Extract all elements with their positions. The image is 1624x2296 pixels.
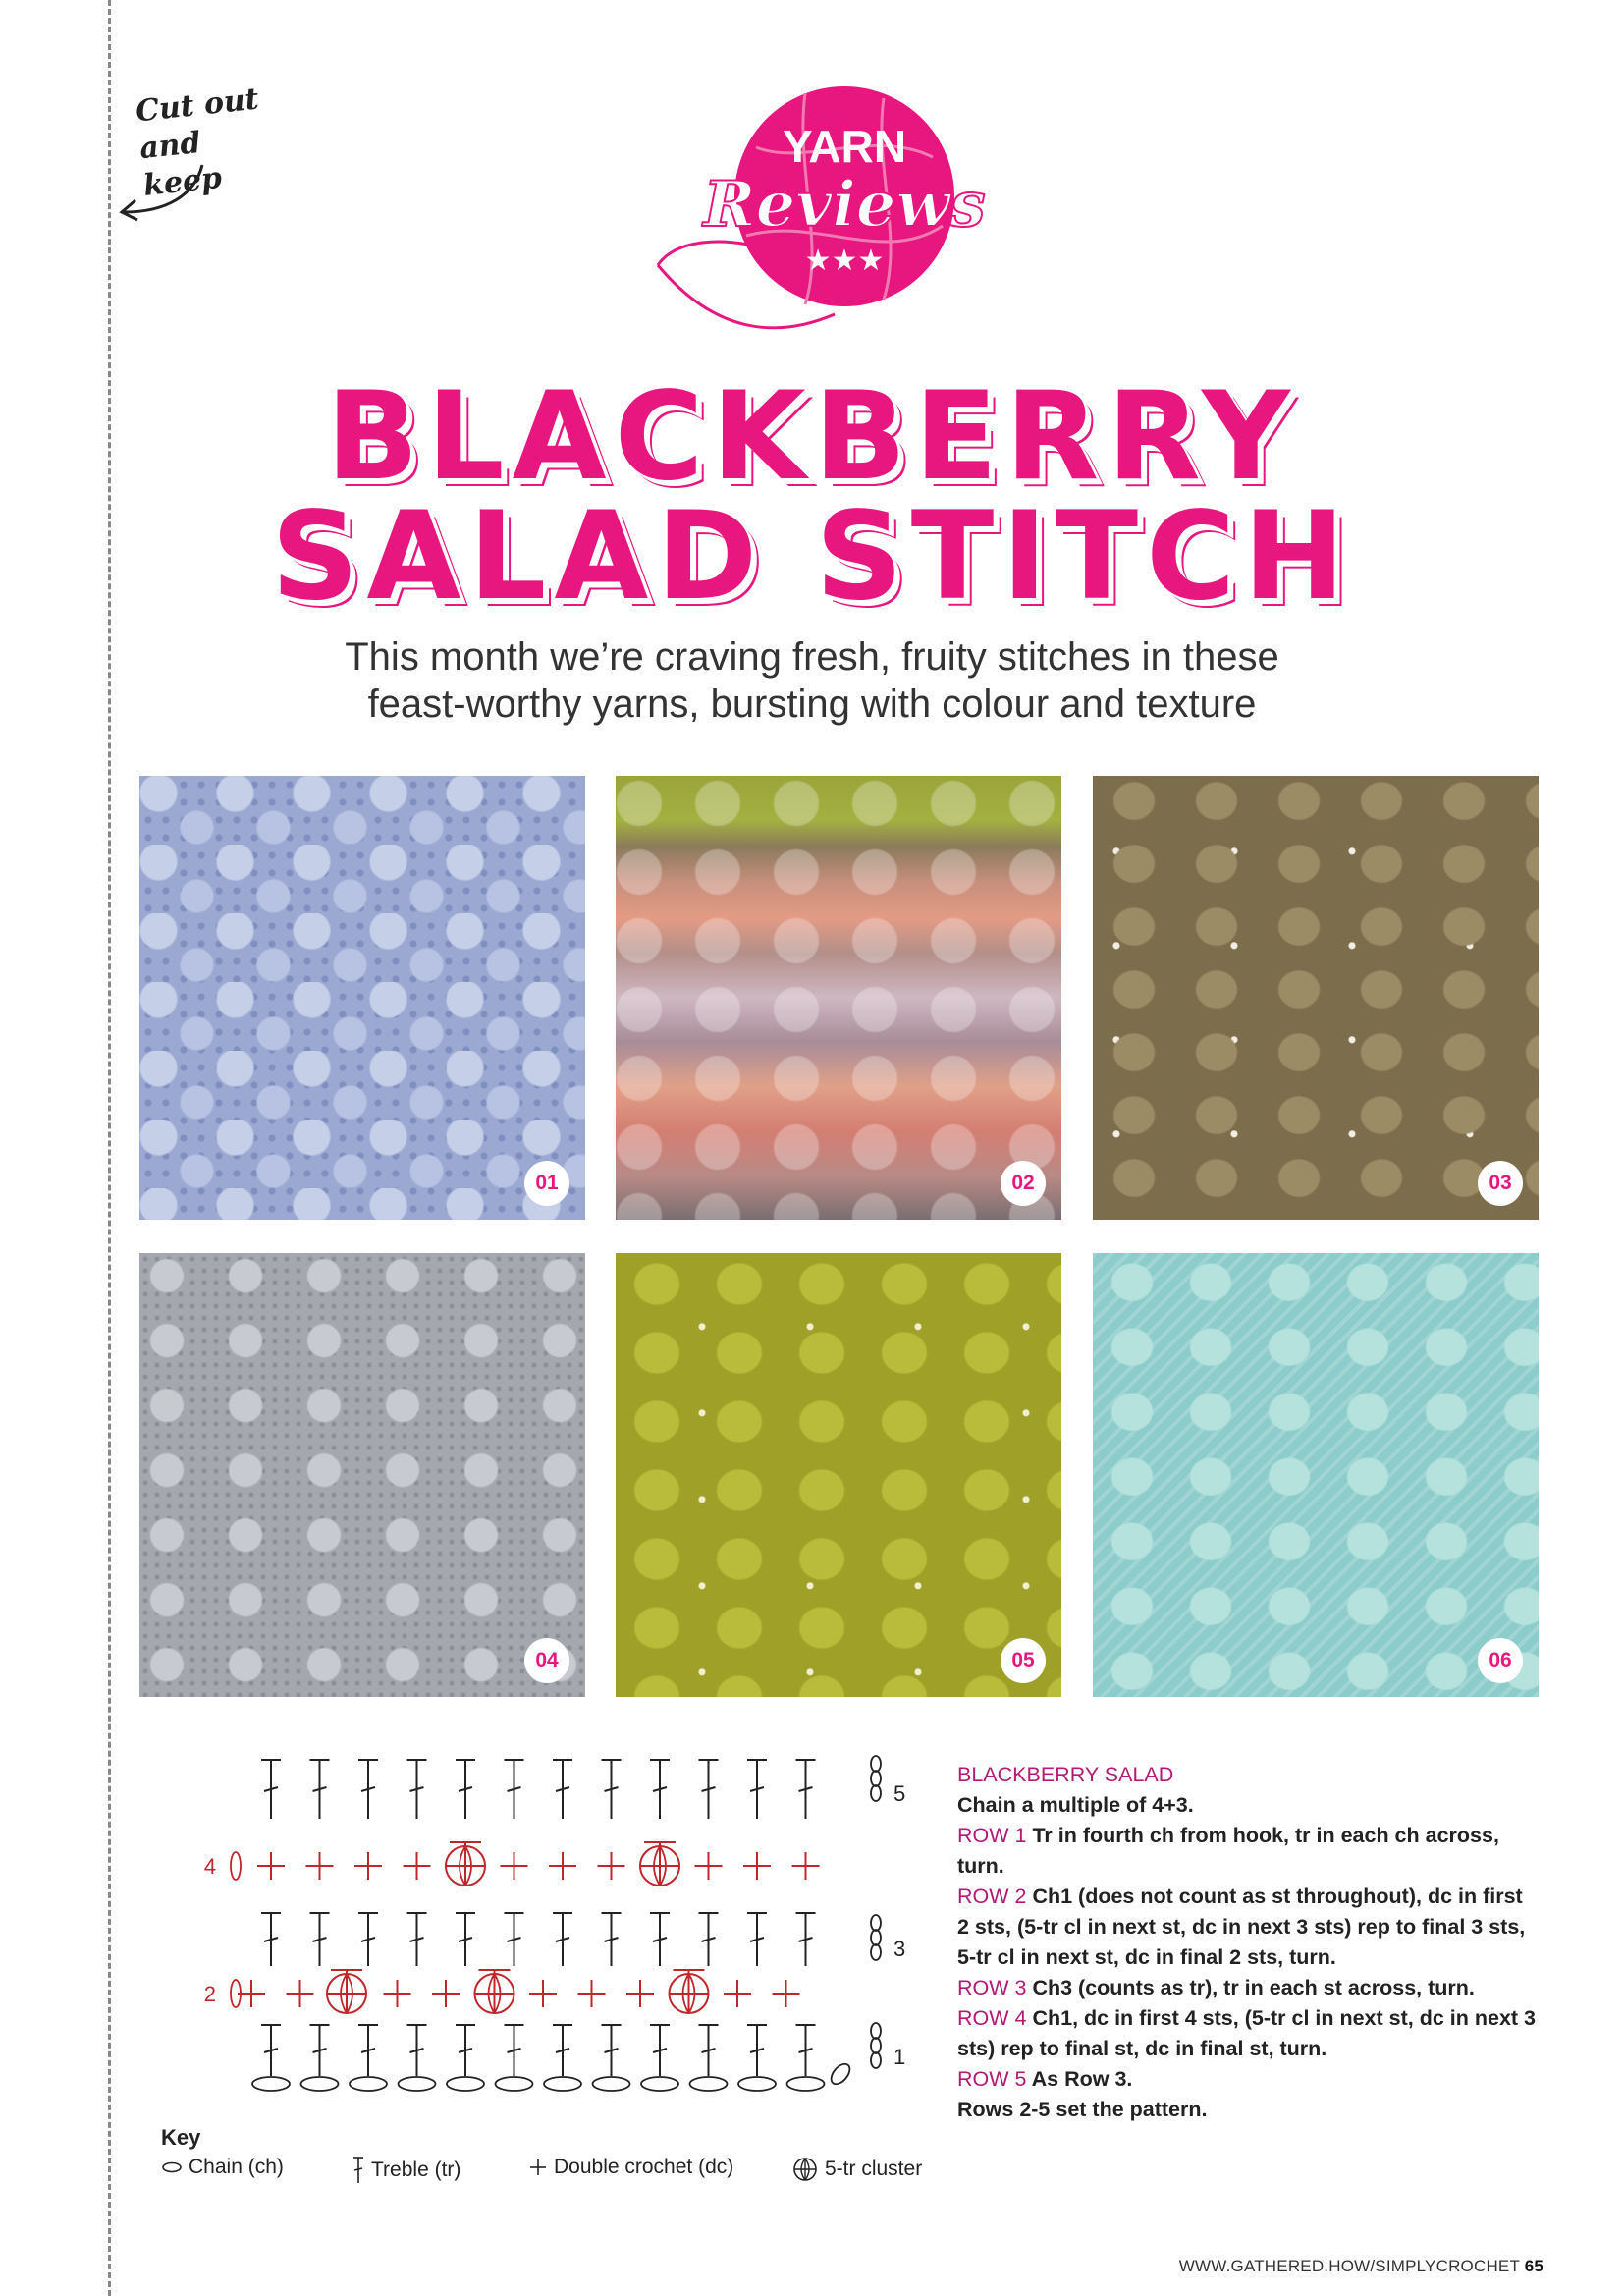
- row-label: ROW 5: [957, 2067, 1027, 2091]
- row-text: Ch1, dc in first 4 sts, (5-tr cl in next st, dc in next 3 sts) rep to final st, dc in final st, turn.: [957, 2006, 1536, 2060]
- chart-row-label: 5: [893, 1781, 906, 1806]
- pattern-row-1: [957, 1821, 1537, 1882]
- curved-arrow-icon: [116, 157, 214, 226]
- foundation-chain: [350, 2077, 387, 2091]
- key-double-crochet-label: Double crochet (dc): [554, 2156, 734, 2178]
- swatch-number-badge: 01: [524, 1161, 569, 1206]
- pattern-intro: Chain a multiple of 4+3.: [957, 1793, 1194, 1817]
- pattern-row-4: [957, 2003, 1537, 2064]
- key-treble-label: Treble (tr): [371, 2159, 461, 2181]
- chart-row-label: 2: [203, 1982, 216, 2006]
- key-item-cluster: [791, 2156, 922, 2183]
- row-label: ROW 3: [957, 1976, 1027, 1999]
- pattern-row-3: [957, 1973, 1537, 2003]
- swatch-number-badge: 06: [1478, 1638, 1523, 1683]
- row-text: Tr in fourth ch from hook, tr in each ch across, turn.: [957, 1824, 1499, 1878]
- cut-out-note-line1: Cut out: [134, 82, 261, 130]
- treble-symbol-icon: [352, 2156, 365, 2185]
- foundation-chain: [447, 2077, 484, 2091]
- swatch-number-badge: 03: [1478, 1161, 1523, 1206]
- key-title: Key: [161, 2125, 201, 2150]
- turning-chain: [871, 1944, 881, 1960]
- page-title-line2: SALAD STITCH: [271, 486, 1353, 628]
- row-label: ROW 1: [957, 1824, 1027, 1847]
- logo-yarn-text: YARN: [782, 121, 907, 172]
- turning-chain: [871, 2052, 881, 2068]
- key-item-chain: [161, 2156, 284, 2179]
- turning-chain: [871, 1915, 881, 1931]
- swatch-image-04: [139, 1253, 585, 1697]
- pattern-outro: Rows 2-5 set the pattern.: [957, 2098, 1208, 2121]
- foundation-chain: [828, 2060, 853, 2087]
- subtitle: [0, 633, 1624, 728]
- chart-row-label: 4: [203, 1854, 216, 1879]
- foundation-chain: [690, 2077, 728, 2091]
- key-item-treble: [352, 2156, 460, 2185]
- turning-chain: [871, 1771, 881, 1786]
- foundation-chain: [641, 2077, 678, 2091]
- logo-reviews-text: Reviews: [703, 168, 986, 242]
- turning-chain: [231, 1852, 241, 1880]
- row-text: As Row 3.: [1026, 2067, 1133, 2091]
- swatch-number-badge: 02: [1001, 1161, 1046, 1206]
- page-title-line1: BLACKBERRY: [326, 366, 1298, 508]
- chart-row-label: 3: [893, 1937, 906, 1961]
- subtitle-line2: feast-worthy yarns, bursting with colour and texture: [367, 683, 1257, 726]
- foundation-chain: [787, 2077, 825, 2091]
- cut-out-note-line2: and keep: [137, 125, 224, 204]
- swatch-number-badge: 04: [524, 1638, 569, 1683]
- foundation-chain: [496, 2077, 533, 2091]
- chain-symbol-icon: [161, 2160, 183, 2174]
- swatch-image-05: [616, 1253, 1061, 1697]
- yarn-reviews-logo: [648, 69, 1001, 354]
- turning-chain: [871, 1930, 881, 1945]
- row-text: Ch3 (counts as tr), tr in each st across, turn.: [1026, 1976, 1475, 1999]
- swatch-image-02: [616, 776, 1061, 1220]
- pattern-row-2: [957, 1882, 1537, 1973]
- foundation-chain: [738, 2077, 776, 2091]
- swatch-image-03: [1093, 776, 1539, 1220]
- stars-icon: ★★★: [804, 245, 885, 277]
- foundation-chain: [252, 2077, 290, 2091]
- row-label: ROW 2: [957, 1885, 1027, 1908]
- stitch-chart: [196, 1748, 906, 2111]
- subtitle-line1: This month we’re craving fresh, fruity stitches in these: [345, 635, 1279, 679]
- footer-url: WWW.GATHERED.HOW/SIMPLYCROCHET: [1178, 2257, 1520, 2275]
- footer: [1179, 2257, 1543, 2276]
- chart-row-label: 1: [893, 2045, 906, 2069]
- row-text: Ch1 (does not count as st throughout), dc in first 2 sts, (5-tr cl in next st, dc in next 3 sts) rep to final 3 sts, 5-tr cl in next st, dc in final 2 sts, turn.: [957, 1885, 1526, 1969]
- foundation-chain: [544, 2077, 581, 2091]
- foundation-chain: [301, 2077, 339, 2091]
- foundation-chain: [593, 2077, 630, 2091]
- key-item-double-crochet: [528, 2156, 733, 2179]
- pattern-instructions: [957, 1760, 1537, 2125]
- swatch-image-01: [139, 776, 585, 1220]
- swatch-image-06: [1093, 1253, 1539, 1697]
- foundation-chain: [399, 2077, 436, 2091]
- turning-chain: [871, 1785, 881, 1801]
- turning-chain: [871, 1756, 881, 1772]
- swatch-number-badge: 05: [1001, 1638, 1046, 1683]
- cut-guide-dashed-line: [108, 0, 111, 2296]
- row-label: ROW 4: [957, 2006, 1027, 2030]
- cluster-symbol-icon: [791, 2156, 819, 2183]
- key-chain-label: Chain (ch): [189, 2156, 284, 2178]
- turning-chain: [871, 2023, 881, 2039]
- page-number: 65: [1524, 2257, 1543, 2275]
- turning-chain: [871, 2038, 881, 2053]
- double-crochet-symbol-icon: [528, 2158, 548, 2177]
- key-cluster-label: 5-tr cluster: [825, 2158, 923, 2180]
- pattern-heading: BLACKBERRY SALAD: [957, 1763, 1174, 1786]
- pattern-row-5: [957, 2064, 1537, 2095]
